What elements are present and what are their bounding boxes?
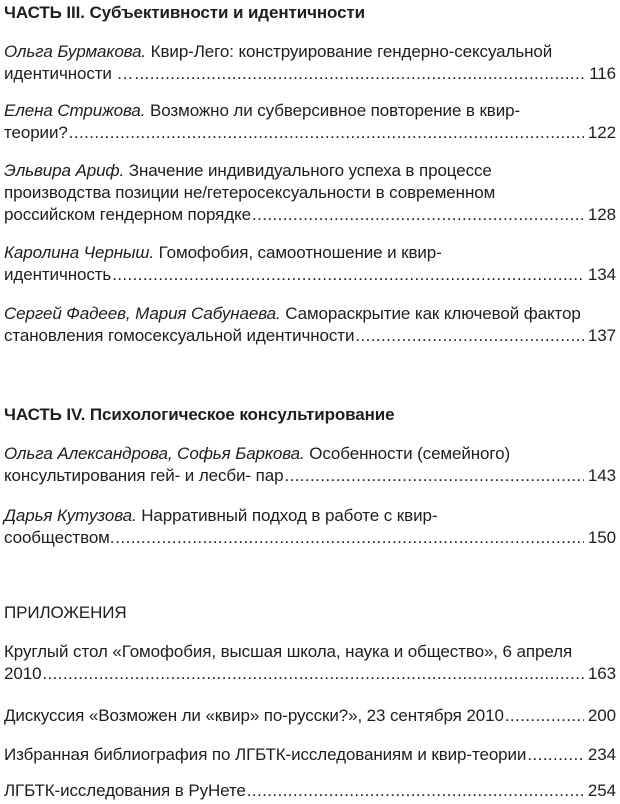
toc-entry-line [4, 161, 492, 181]
toc-entry-line [4, 243, 442, 263]
entry-title: Квир-Лего: конструирование гендерно-сексуальной [146, 42, 553, 61]
section-heading-part-4: ЧАСТЬ IV. Психологическое консультирование [4, 405, 395, 424]
page-number: 150 [587, 528, 616, 547]
leader-dots [69, 123, 584, 143]
page-number: 122 [587, 123, 616, 142]
entry-author: Сергей Фадеев, Мария Сабунаева. [4, 304, 281, 323]
toc-entry-row[interactable] [4, 466, 616, 486]
leader-dots [252, 205, 584, 225]
leader-dots [284, 466, 583, 486]
toc-entry-row[interactable] [4, 745, 616, 765]
section-heading-part-3: ЧАСТЬ III. Субъективности и идентичности [4, 3, 366, 22]
entry-title-end: сообществом. [4, 528, 115, 547]
entry-title: Гомофобия, самоотношение и квир- [154, 243, 442, 262]
page-number: 116 [589, 64, 616, 83]
entry-title: Нарративный подход в работе с квир- [136, 506, 438, 525]
leader-dots [247, 781, 584, 801]
entry-title-end: ЛГБТК-исследования в РуНете [4, 781, 246, 800]
toc-entry-line: производства позиции не/гетеросексуальности в современном [4, 183, 496, 202]
entry-author: Елена Стрижова. [4, 101, 146, 120]
toc-entry-row[interactable] [4, 706, 616, 726]
page-number: 137 [587, 326, 616, 345]
entry-title-end: Дискуссия «Возможен ли «квир» по-русски?», 23 сентября 2010 [4, 706, 504, 725]
entry-title-end: идентичности … [4, 64, 134, 83]
toc-entry-row[interactable] [4, 528, 616, 548]
page-number: 234 [587, 745, 616, 764]
entry-title: Возможно ли субверсивное повторение в квир- [145, 101, 521, 120]
leader-dots [42, 664, 584, 684]
toc-entry-row[interactable] [4, 265, 616, 285]
toc-entry-line: Круглый стол «Гомофобия, высшая школа, наука и общество», 6 апреля [4, 642, 573, 661]
leader-dots [134, 64, 585, 84]
entry-author: Ольга Бурмакова. [4, 42, 147, 61]
toc-entry-line [4, 304, 581, 324]
toc-entry-line [4, 42, 552, 62]
entry-title-end: теории? [4, 123, 68, 142]
section-heading-appendix: ПРИЛОЖЕНИЯ [4, 603, 127, 622]
toc-entry-line [4, 506, 437, 526]
page-number: 128 [587, 205, 616, 224]
entry-title-end: российском гендерном порядке [4, 205, 251, 224]
entry-title-end: становления гомосексуальной идентичности [4, 326, 355, 345]
entry-title-end: Избранная библиография по ЛГБТК-исследованиям и квир-теории [4, 745, 527, 764]
entry-title-end: 2010 [4, 664, 42, 683]
toc-entry-row[interactable] [4, 664, 616, 684]
page-number: 254 [587, 781, 616, 800]
page-number: 134 [587, 265, 616, 284]
toc-entry-row[interactable] [4, 123, 616, 143]
leader-dots [527, 745, 584, 765]
entry-author: Эльвира Ариф. [4, 161, 125, 180]
toc-entry-row[interactable] [4, 781, 616, 801]
page-number: 143 [587, 466, 616, 485]
entry-author: Дарья Кутузова. [4, 506, 137, 525]
leader-dots [355, 326, 584, 346]
toc-entry-row[interactable] [4, 205, 616, 225]
entry-author: Ольга Александрова, Софья Баркова. [4, 444, 305, 463]
toc-entry-row[interactable] [4, 326, 616, 346]
toc-entry-line [4, 444, 510, 464]
entry-title-end: идентичность [4, 265, 112, 284]
entry-title: Значение индивидуального успеха в процессе [124, 161, 492, 180]
entry-title-end: консультирования гей- и лесби- пар [4, 466, 284, 485]
toc-entry-line [4, 101, 520, 121]
page-number: 163 [587, 664, 616, 683]
entry-title: Особенности (семейного) [304, 444, 511, 463]
entry-author: Каролина Черныш. [4, 243, 155, 262]
leader-dots [505, 706, 584, 726]
leader-dots [112, 265, 584, 285]
toc-entry-row[interactable] [4, 64, 616, 84]
entry-title: Самораскрытие как ключевой фактор [280, 304, 581, 323]
page-number: 200 [587, 706, 616, 725]
leader-dots [115, 528, 584, 548]
